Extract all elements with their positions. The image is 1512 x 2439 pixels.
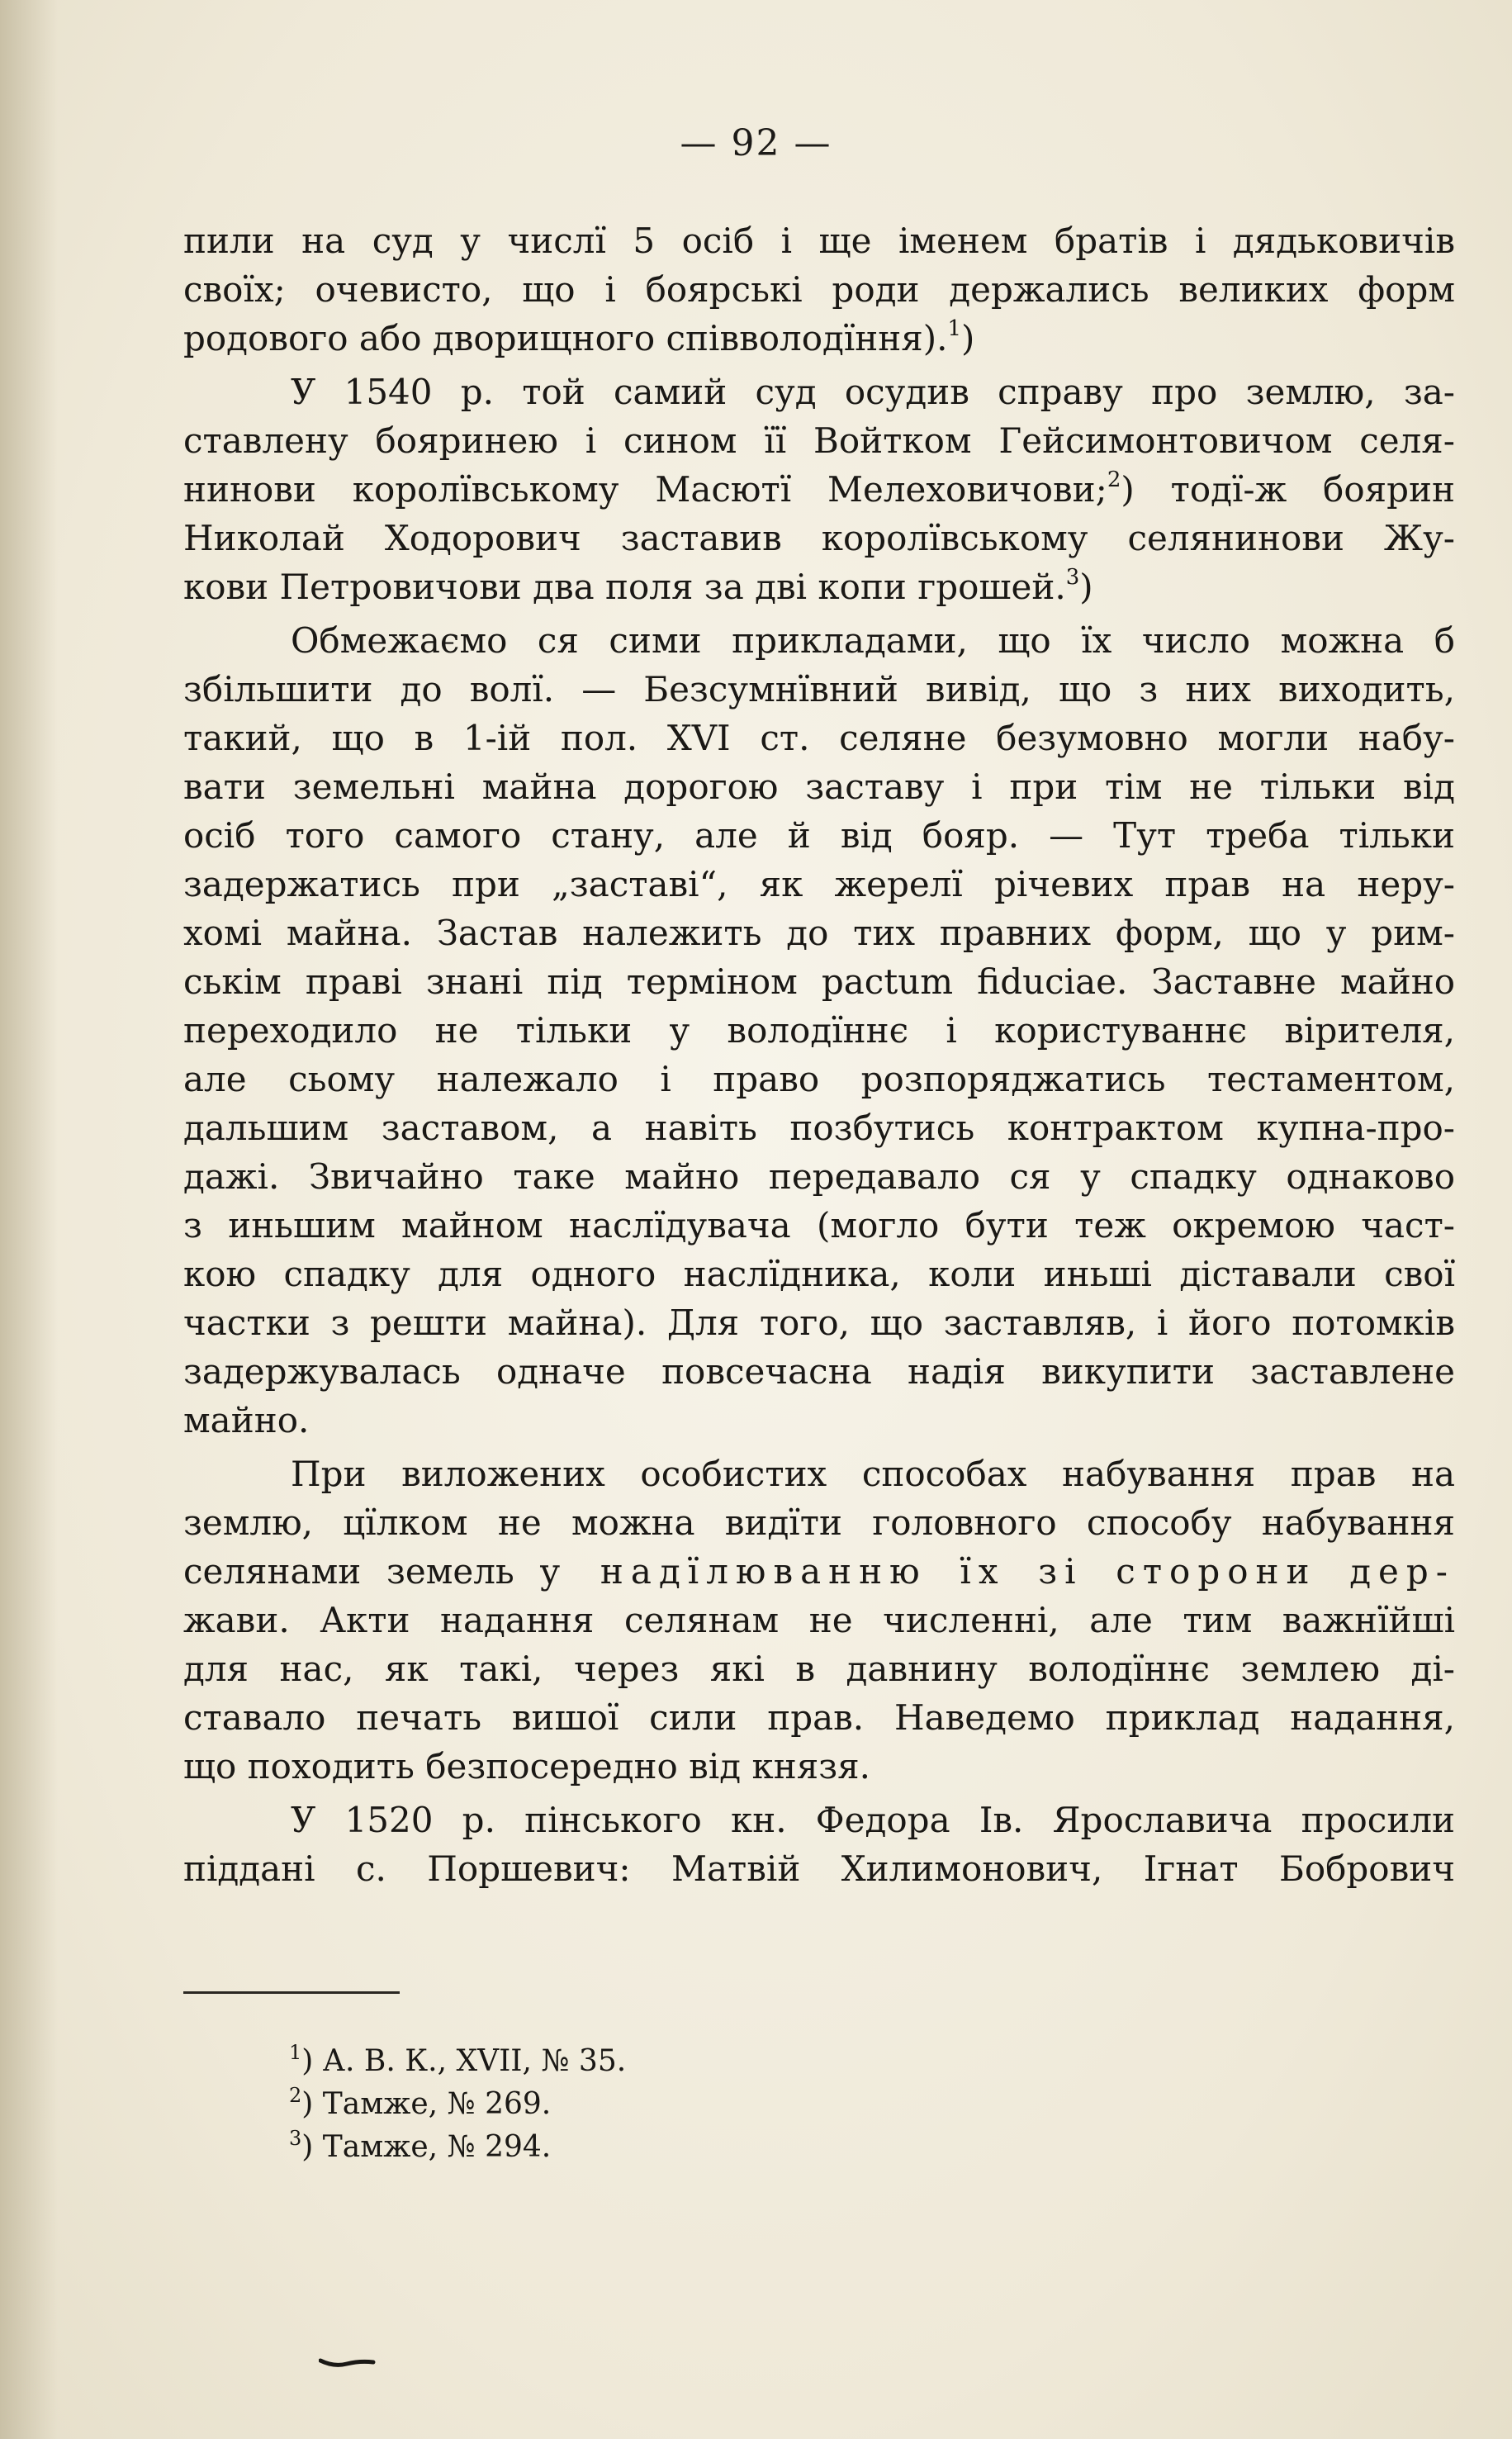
text-line: При виложених особистих способах набування прав на [291,1454,1455,1494]
footnote-item [289,2040,626,2083]
footnote-text: ) Тамже, № 294. [301,2130,552,2164]
text-line: вати земельні майна дорогою заставу і при тім не тільки від [183,766,1455,807]
footnote-item [289,2083,626,2126]
text-line: своїх; очевисто, що і боярські роди держались великих форм [183,269,1455,310]
body-text [183,216,1455,1893]
text-line: для нас, як такі, через які в давнину володїннє землею ді- [183,1649,1455,1689]
text-line: кою спадку для одного наслїдника, коли иньші діставали свої [183,1254,1455,1294]
text-line: жави. Акти надання селянам не численні, але тим важнїйші [183,1600,1455,1640]
text-line: ськім праві знані під терміном pactum fiduciae. Заставне майно [183,961,1455,1002]
footnote-marker: 3 [1065,565,1080,590]
footnote-marker: 2 [1107,467,1121,492]
text-line: що походить безпосередно від князя. [183,1746,870,1787]
text-line: переходило не тільки у володїннє і користуваннє вірителя, [183,1010,1455,1051]
text-line: але сьому належало і право розпоряджатись тестаментом, [183,1059,1455,1099]
text-line: кови Петровичови два поля за дві копи грошей.$^3$) [183,565,1093,607]
text-line: нинови королївському Масютї Мелеховичови;$^2$) тодї-ж боярин [183,467,1455,510]
text-line: ставало печать вишої сили прав. Наведемо приклад надання, [183,1697,1455,1738]
text-line: У 1540 р. той самий суд осудив справу про землю, за- [291,372,1455,412]
text-line: дажі. Звичайно таке майно передавало ся у спадку однаково [183,1156,1455,1197]
text-line: задержатись при „заставі“, як жерелї річевих прав на неру- [183,864,1455,904]
text-line: частки з решти майна). Для того, що заставляв, і його потомків [183,1303,1455,1343]
text-line: Николай Ходорович заставив королївському селянинови Жу- [183,518,1455,558]
binding-shadow [0,0,58,2439]
footnote-number: 2 [289,2084,302,2107]
footnotes [289,2040,626,2169]
footnote-text: ) А. В. К., XVII, № 35. [301,2044,627,2078]
text-line: ставлену бояринею і сином її Войтком Гейсимонтовичом селя- [183,420,1455,461]
text-line: такий, що в 1-ій пол. XVI ст. селяне безумовно могли набу- [183,718,1455,758]
text-line: осіб того самого стану, але й від бояр. — Тут треба тільки [183,815,1455,856]
footnote-item [289,2126,626,2169]
footnote-separator [183,1991,400,1994]
footnote-text: ) Тамже, № 269. [301,2087,552,2121]
text-line: задержувалась одначе повсечасна надія викупити заставлене [183,1351,1455,1392]
text-line: селянами земель у надїлюванню їх зі сторони дер- [183,1551,1455,1592]
footnote-number: 3 [289,2127,302,2150]
text-line: з иньшим майном наслїдувача (могло бути теж окремою част- [183,1205,1455,1246]
text-line: майно. [183,1400,310,1440]
text-line: піддані с. Поршевич: Матвій Хилимонович, Ігнат Бобрович [183,1848,1455,1889]
ink-mark [319,2354,377,2370]
text-line: родового або дворищного співволодїння).$^1$) [183,316,975,358]
text-line: дальшим заставом, а навіть позбутись контрактом купна-про- [183,1108,1455,1148]
text-line: збільшити до волї. — Безсумнївний вивід, що з них виходить, [183,669,1455,709]
footnote-marker: 1 [947,316,962,341]
text-line: Обмежаємо ся сими прикладами, що їх число можна б [291,620,1455,661]
text-line: пили на суд у числї 5 осіб і ще іменем братів і дядьковичів [183,221,1455,261]
footnote-number: 1 [289,2041,302,2064]
text-line: землю, цїлком не можна видїти головного способу набування [183,1502,1455,1543]
text-line: У 1520 р. пінського кн. Федора Ів. Ярославича просили [291,1800,1455,1840]
text-line: хомі майна. Застав належить до тих правних форм, що у рим- [183,913,1455,953]
page-number: — 92 — [680,122,832,164]
